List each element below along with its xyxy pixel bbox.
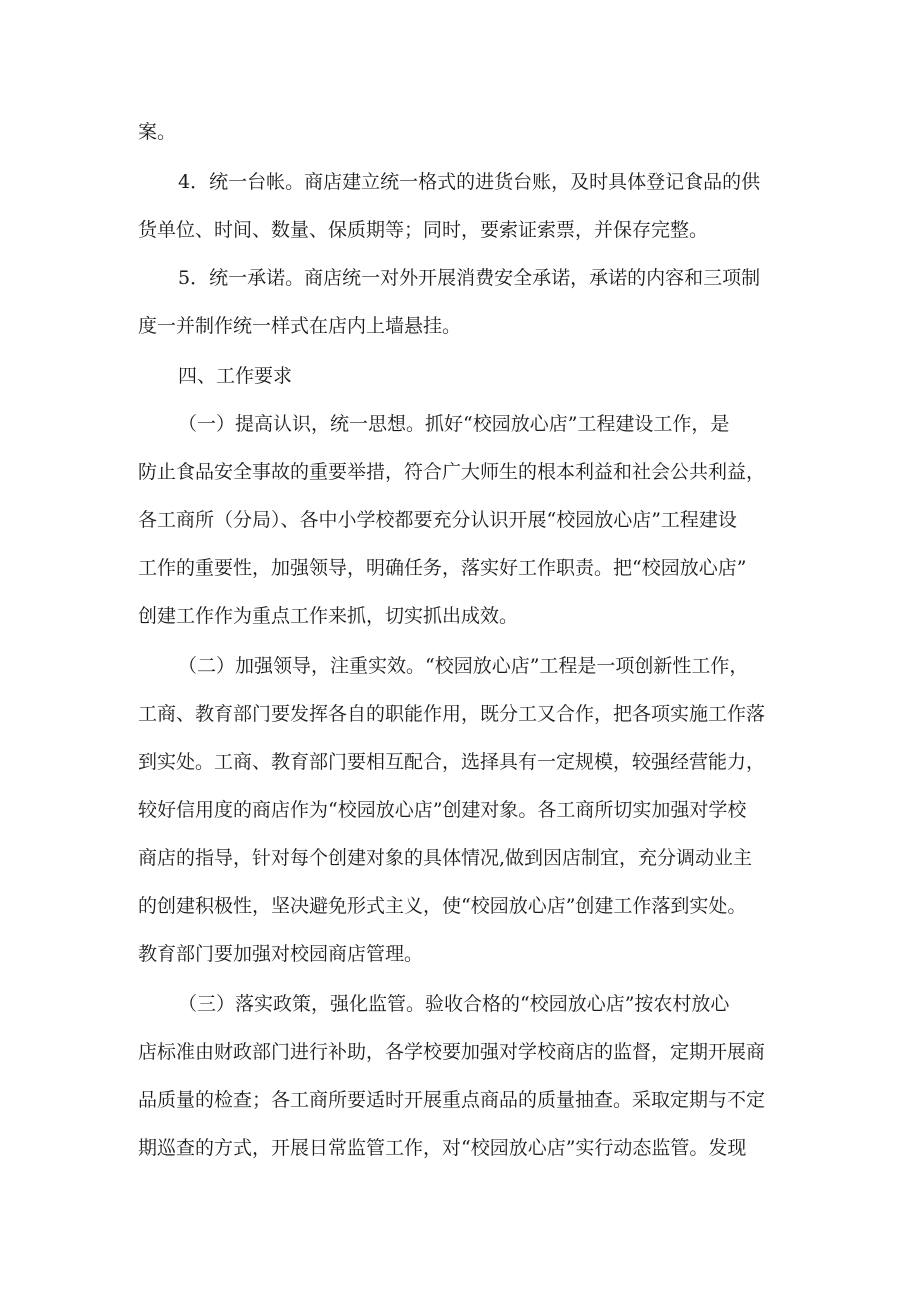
line-text: 期巡查的方式，开展日常监管工作，对“校园放心店”实行动态监管。发现	[138, 1137, 747, 1159]
section-heading	[0, 356, 920, 396]
text-line	[0, 162, 920, 202]
text-line	[0, 548, 920, 588]
text-line	[0, 596, 920, 636]
text-line	[0, 886, 920, 926]
line-text: 品质量的检查；各工商所要适时开展重点商品的质量抽查。采取定期与不定	[138, 1089, 766, 1111]
text-line	[0, 452, 920, 492]
text-line	[0, 646, 920, 686]
text-line	[0, 934, 920, 974]
text-line	[0, 112, 920, 152]
line-text: 创建工作作为重点工作来抓，切实抓出成效。	[138, 605, 519, 627]
line-text: （二）加强领导，注重实效。“校园放心店”工程是一项创新性工作，	[178, 655, 749, 677]
line-text: 案。	[138, 121, 177, 143]
line-text: 到实处。工商、教育部门要相互配合，选择具有一定规模，较强经营能力，	[138, 751, 766, 773]
line-text: 货单位、时间、数量、保质期等；同时，要索证索票，并保存完整。	[138, 219, 709, 241]
line-text: 工商、教育部门要发挥各自的职能作用，既分工又合作，把各项实施工作落	[138, 703, 766, 725]
text-line	[0, 404, 920, 444]
text-line	[0, 500, 920, 540]
line-text: 度一并制作统一样式在店内上墙悬挂。	[138, 315, 462, 337]
text-line	[0, 210, 920, 250]
text-line	[0, 790, 920, 830]
line-text: 商店的指导，针对每个创建对象的具体情况,做到因店制宜，充分调动业主	[138, 847, 753, 869]
text-line	[0, 984, 920, 1024]
line-text: 教育部门要加强对校园商店管理。	[138, 943, 424, 965]
line-text: 各工商所（分局）、各中小学校都要充分认识开展“校园放心店”工程建设	[138, 509, 737, 531]
text-line	[0, 1080, 920, 1120]
line-text: 工作的重要性，加强领导，明确任务，落实好工作职责。把“校园放心店”	[138, 557, 747, 579]
line-text: （一）提高认识，统一思想。抓好“校园放心店”工程建设工作，是	[178, 413, 730, 435]
text-line	[0, 306, 920, 346]
line-text: 防止食品安全事故的重要举措，符合广大师生的根本利益和社会公共利益，	[138, 461, 766, 483]
text-line	[0, 1032, 920, 1072]
line-text: 5．统一承诺。商店统一对外开展消费安全承诺，承诺的内容和三项制	[178, 267, 761, 289]
line-text: 店标准由财政部门进行补助，各学校要加强对学校商店的监督，定期开展商	[138, 1041, 766, 1063]
line-text: （三）落实政策，强化监管。验收合格的“校园放心店”按农村放心	[178, 993, 730, 1015]
text-line	[0, 258, 920, 298]
text-line	[0, 1128, 920, 1168]
text-line	[0, 742, 920, 782]
line-text: 较好信用度的商店作为“校园放心店”创建对象。各工商所切实加强对学校	[138, 799, 747, 821]
line-text: 4．统一台帐。商店建立统一格式的进货台账，及时具体登记食品的供	[178, 171, 761, 193]
text-line	[0, 694, 920, 734]
line-text: 的创建积极性，坚决避免形式主义，使“校园放心店”创建工作落到实处。	[138, 895, 747, 917]
text-line	[0, 838, 920, 878]
heading-text: 四、工作要求	[178, 365, 293, 387]
